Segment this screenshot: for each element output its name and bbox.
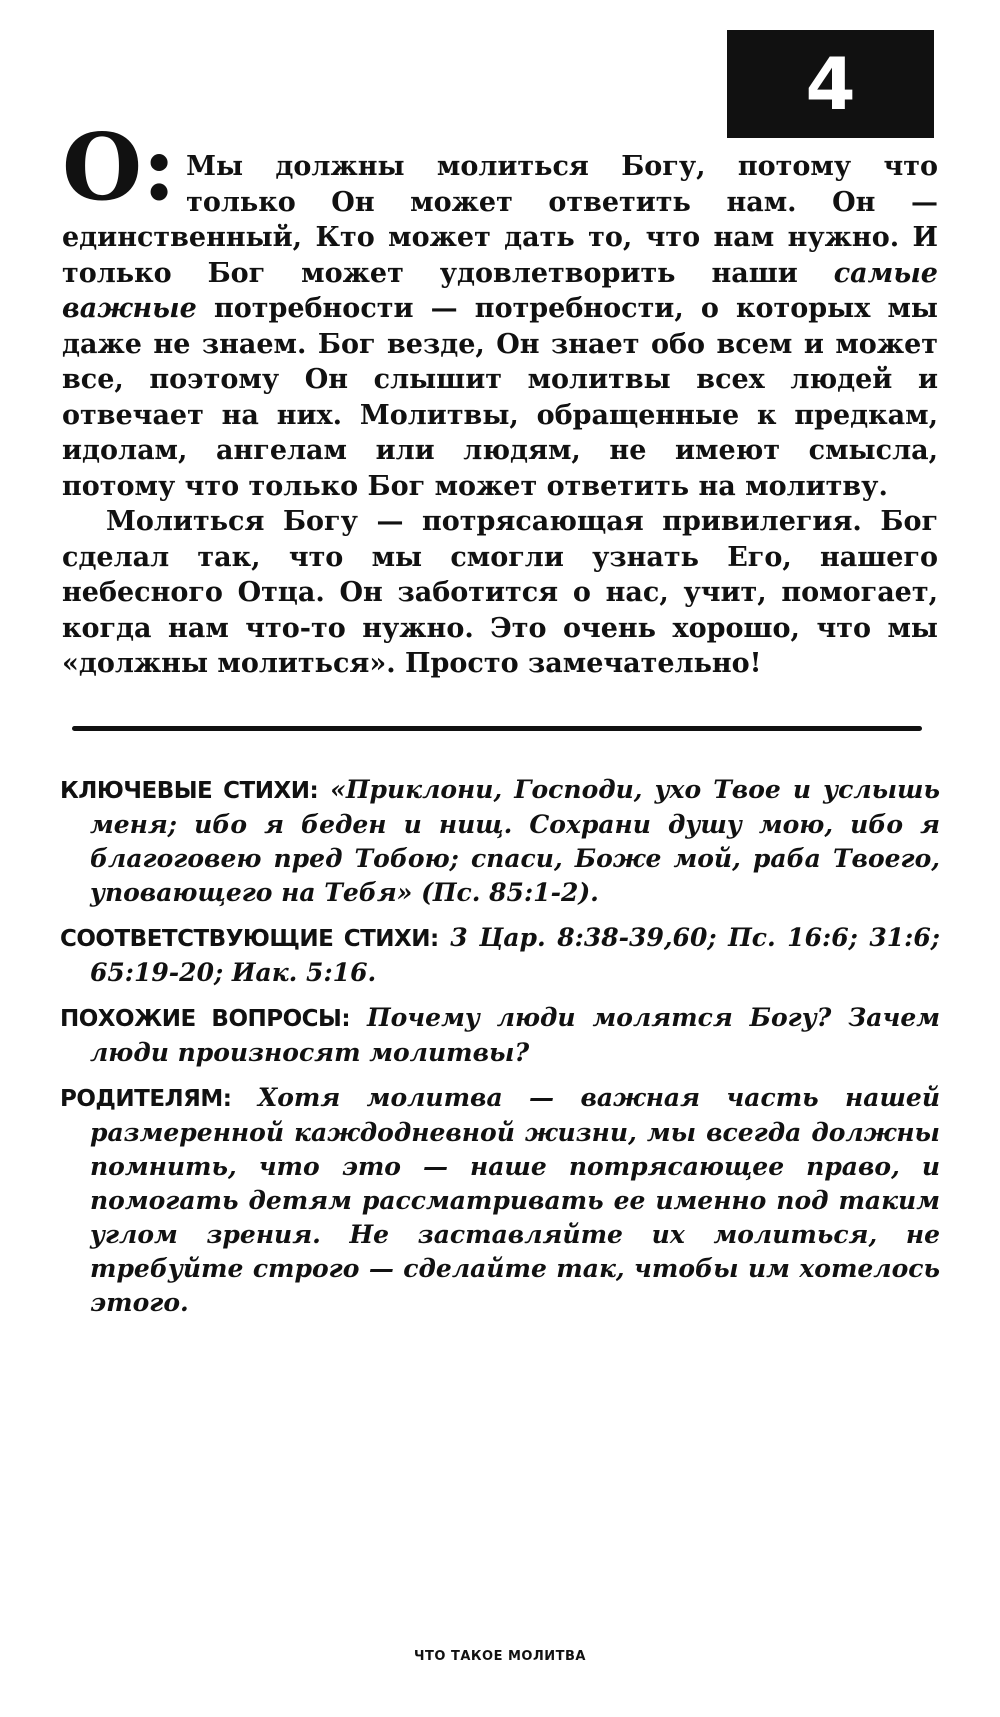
note-related-verses [60,921,940,990]
note-text-parents: Хотя молитва — важная часть нашей размеренной каждодневной жизни, мы всегда должны помнить, что это — наше потрясающее право, и помогать детям рассматривать ее именно под таким углом зрения. Не заставляйте их молиться, не требуйте строго — сделайте так, чтобы им хотелось этого. [90,1083,940,1317]
note-label-similar-questions: ПОХОЖИЕ ВОПРОСЫ: [60,1006,351,1032]
paragraph-1-text-start: Мы должны молиться Богу, потому что только Он может ответить нам. Он — единственный, Кто может дать то, что нам нужно. И только Бог может удовлетворить наши [62,151,938,289]
note-text-similar-questions: Почему люди молятся Богу? Зачем люди произносят молитвы? [90,1003,941,1067]
note-label-parents: РОДИТЕЛЯМ: [60,1086,232,1112]
note-key-verses [60,773,940,910]
notes-section [60,773,940,1331]
note-label-key-verses: КЛЮЧЕВЫЕ СТИХИ: [60,778,319,804]
section-divider [72,726,922,731]
running-footer: ЧТО ТАКОЕ МОЛИТВА [414,1649,586,1664]
answer-body [62,113,938,682]
note-similar-questions [60,1001,940,1070]
answer-paragraph-2: Молиться Богу — потрясающая привилегия. Бог сделал так, что мы смогли узнать Его, нашего небесного Отца. Он заботится о нас, учит, помогает, когда нам что-то нужно. Это очень хорошо, что мы «должны молиться». Просто замечательно! [62,506,938,679]
paragraph-1-emphasis: самые важные [62,257,938,324]
answer-paragraph-1 [62,113,938,504]
note-parents [60,1081,940,1320]
note-label-related-verses: СООТВЕТСТВУЮЩИЕ СТИХИ: [60,926,439,952]
note-text-key-verses: «Приклони, Господи, ухо Твое и услышь меня; ибо я беден и нищ. Сохрани душу мою, ибо я благоговею пред Тобою; спаси, Боже мой, раба Твоего, уповающего на Тебя» (Пс. 85:1-2). [90,775,940,907]
paragraph-1-text-end: потребности — потребности, о которых мы даже не знаем. Бог везде, Он знает обо всем и может все, поэтому Он слышит молитвы всех людей и отвечает на них. Молитвы, обращенные к предкам, идолам, ангелам или людям, не имеют смысла, потому что только Бог может ответить на молитву. [62,293,938,502]
answer-mark: О: [62,113,177,221]
page-number-badge: 4 [727,30,934,138]
note-text-related-verses: 3 Цар. 8:38-39,60; Пс. 16:6; 31:6; 65:19-20; Иак. 5:16. [90,923,940,987]
